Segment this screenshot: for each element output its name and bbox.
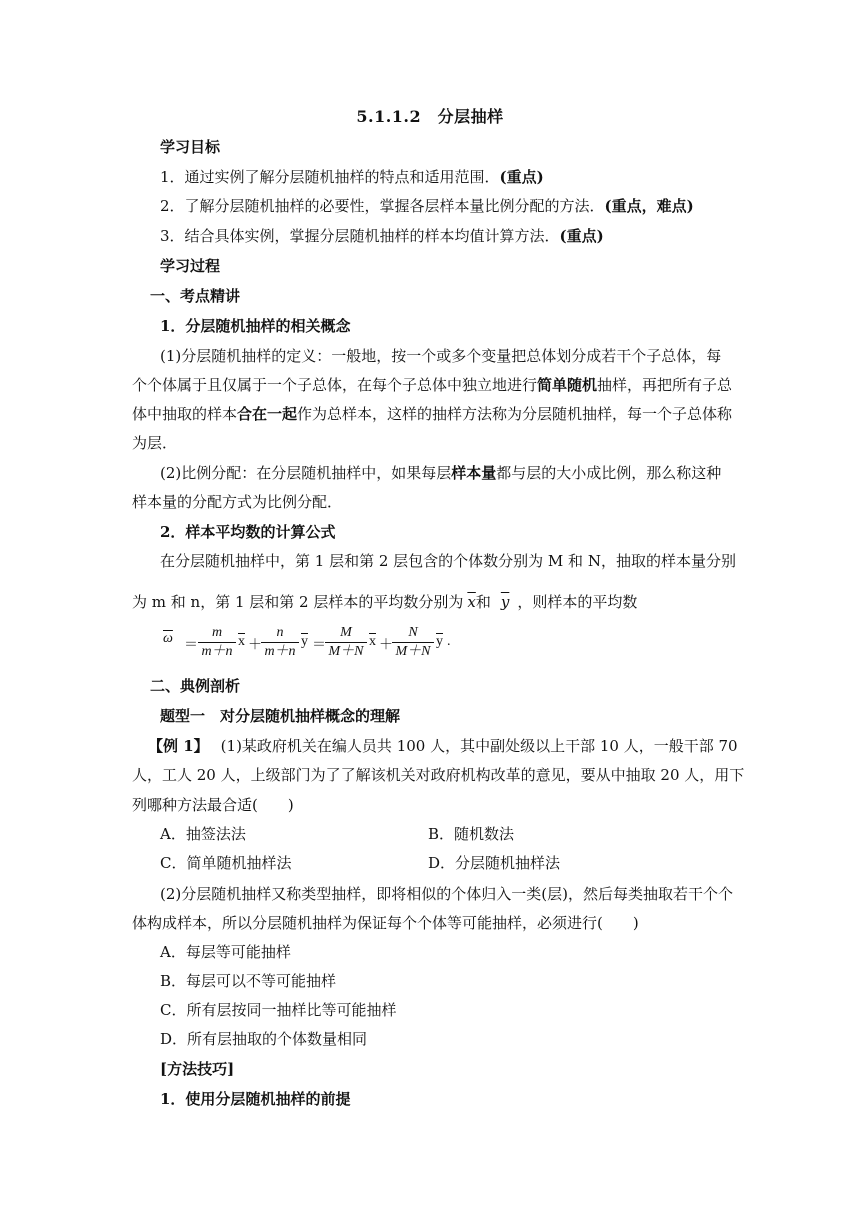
para1-line3 [132, 404, 732, 424]
example1-q1-line2: 人，工人 20 人，上级部门为了了解该机关对政府机构改革的意见，要从中抽取 20 人，用下 [132, 766, 745, 784]
fraction-numerator: m [198, 624, 236, 643]
section-heading-1: 一、考点精讲 [150, 287, 241, 305]
para1-text: 体中抽取的样本 [132, 405, 238, 423]
goal-text: 3．结合具体实例，掌握分层随机抽样的样本均值计算方法． [160, 227, 560, 245]
fraction-numerator: N [392, 624, 434, 643]
para2-line1 [160, 463, 721, 483]
para3-text: ，则样本的平均数 [517, 593, 638, 611]
goal-text: 1．通过实例了解分层随机抽样的特点和适用范围． [160, 168, 500, 186]
goal-tag: (重点) [499, 168, 544, 186]
subheading-concepts: 1．分层随机抽样的相关概念 [160, 317, 351, 335]
goal-item-1 [160, 167, 544, 187]
fraction-numerator: M [325, 624, 367, 643]
q1-option-b: B．随机数法 [428, 825, 515, 843]
fraction-denominator: m＋n [201, 644, 233, 659]
para1-bold: 合在一起 [237, 405, 298, 423]
example1-q1-line1 [148, 736, 738, 756]
subheading-mean-formula: 2．样本平均数的计算公式 [160, 523, 336, 541]
plus-sign: ＋ [379, 638, 393, 653]
mean-y: $\overline{y}$ [500, 593, 510, 611]
method-heading: [方法技巧] [160, 1060, 235, 1078]
para3-text: 为 m 和 n，第 1 层和第 2 层样本的平均数分别为 [132, 593, 464, 611]
para1-text: 作为总样本，这样的抽样方法称为分层随机抽样，每一个子总体称 [297, 405, 733, 423]
type-heading-1: 题型一 对分层随机抽样概念的理解 [160, 707, 401, 725]
para1-line2 [132, 375, 732, 395]
equals-sign: ＝ [184, 638, 198, 653]
period: . [447, 634, 451, 649]
omega-symbol: $\overline{\omega}$ [163, 631, 173, 646]
q1-option-a: A．抽签法法 [160, 825, 246, 843]
fraction-2 [261, 624, 299, 661]
method-item-1: 1．使用分层随机抽样的前提 [160, 1090, 351, 1108]
example1-q1-line3: 列哪种方法最合适( ) [132, 796, 294, 814]
q1-option-d: D．分层随机抽样法 [428, 854, 561, 872]
q1-option-c: C．简单随机抽样法 [160, 854, 292, 872]
goal-item-3 [160, 226, 604, 246]
mean-y: $\overline{y}$ [301, 634, 308, 649]
section-heading-2: 二、典例剖析 [150, 677, 241, 695]
goal-tag: (重点，难点) [604, 197, 694, 215]
fraction-numerator: n [261, 624, 299, 643]
example-label: 【例 1】 [148, 737, 209, 755]
fraction-3 [325, 624, 367, 661]
example1-q2-line2: 体构成样本，所以分层随机抽样为保证每个个体等可能抽样，必须进行( ) [132, 914, 639, 932]
mean-x: $\overline{x}$ [369, 634, 376, 649]
goal-item-2 [160, 196, 694, 216]
para1-line1: (1)分层随机抽样的定义：一般地，按一个或多个变量把总体划分成若干个子总体，每 [160, 347, 722, 365]
fraction-1 [198, 624, 236, 661]
q2-option-d: D．所有层抽取的个体数量相同 [160, 1030, 368, 1048]
q2-option-b: B．每层可以不等可能抽样 [160, 972, 337, 990]
q2-option-a: A．每层等可能抽样 [160, 943, 291, 961]
para3-text: 和 [475, 593, 491, 611]
process-heading: 学习过程 [160, 257, 221, 275]
goals-heading: 学习目标 [160, 138, 221, 156]
fraction-denominator: m＋n [264, 644, 296, 659]
para1-text: 抽样，再把所有子总 [597, 376, 733, 394]
q2-option-c: C．所有层按同一抽样比等可能抽样 [160, 1001, 397, 1019]
goal-text: 2．了解分层随机抽样的必要性，掌握各层样本量比例分配的方法． [160, 197, 605, 215]
goal-tag: (重点) [559, 227, 604, 245]
para2-text: (2)比例分配：在分层随机抽样中，如果每层 [160, 464, 452, 482]
para2-text: 都与层的大小成比例，那么称这种 [496, 464, 722, 482]
mean-y: $\overline{y}$ [436, 634, 443, 649]
example1-q2-line1: (2)分层随机抽样又称类型抽样，即将相似的个体归入一类(层)，然后每类抽取若干个个 [160, 885, 733, 903]
para2-bold: 样本量 [451, 464, 497, 482]
mean-x: $\overline{x}$ [467, 593, 476, 611]
example-text: (1)某政府机关在编人员共 100 人，其中副处级以上干部 10 人，一般干部 70 [220, 737, 738, 755]
para2-line2: 样本量的分配方式为比例分配． [132, 493, 343, 511]
plus-sign: ＋ [248, 638, 262, 653]
mean-x: $\overline{x}$ [238, 634, 245, 649]
page-title: 5.1.1.2 分层抽样 [356, 107, 504, 126]
para1-line4: 为层． [132, 434, 178, 452]
para3-line2 [132, 592, 637, 612]
para1-bold: 简单随机 [537, 376, 598, 394]
fraction-4 [392, 624, 434, 661]
para1-text: 个个体属于且仅属于一个子总体，在每个子总体中独立地进行 [132, 376, 538, 394]
equals-sign: ＝ [312, 638, 326, 653]
para3-line1: 在分层随机抽样中，第 1 层和第 2 层包含的个体数分别为 M 和 N，抽取的样本量分别 [160, 552, 736, 570]
fraction-denominator: M＋N [395, 644, 431, 659]
fraction-denominator: M＋N [328, 644, 364, 659]
